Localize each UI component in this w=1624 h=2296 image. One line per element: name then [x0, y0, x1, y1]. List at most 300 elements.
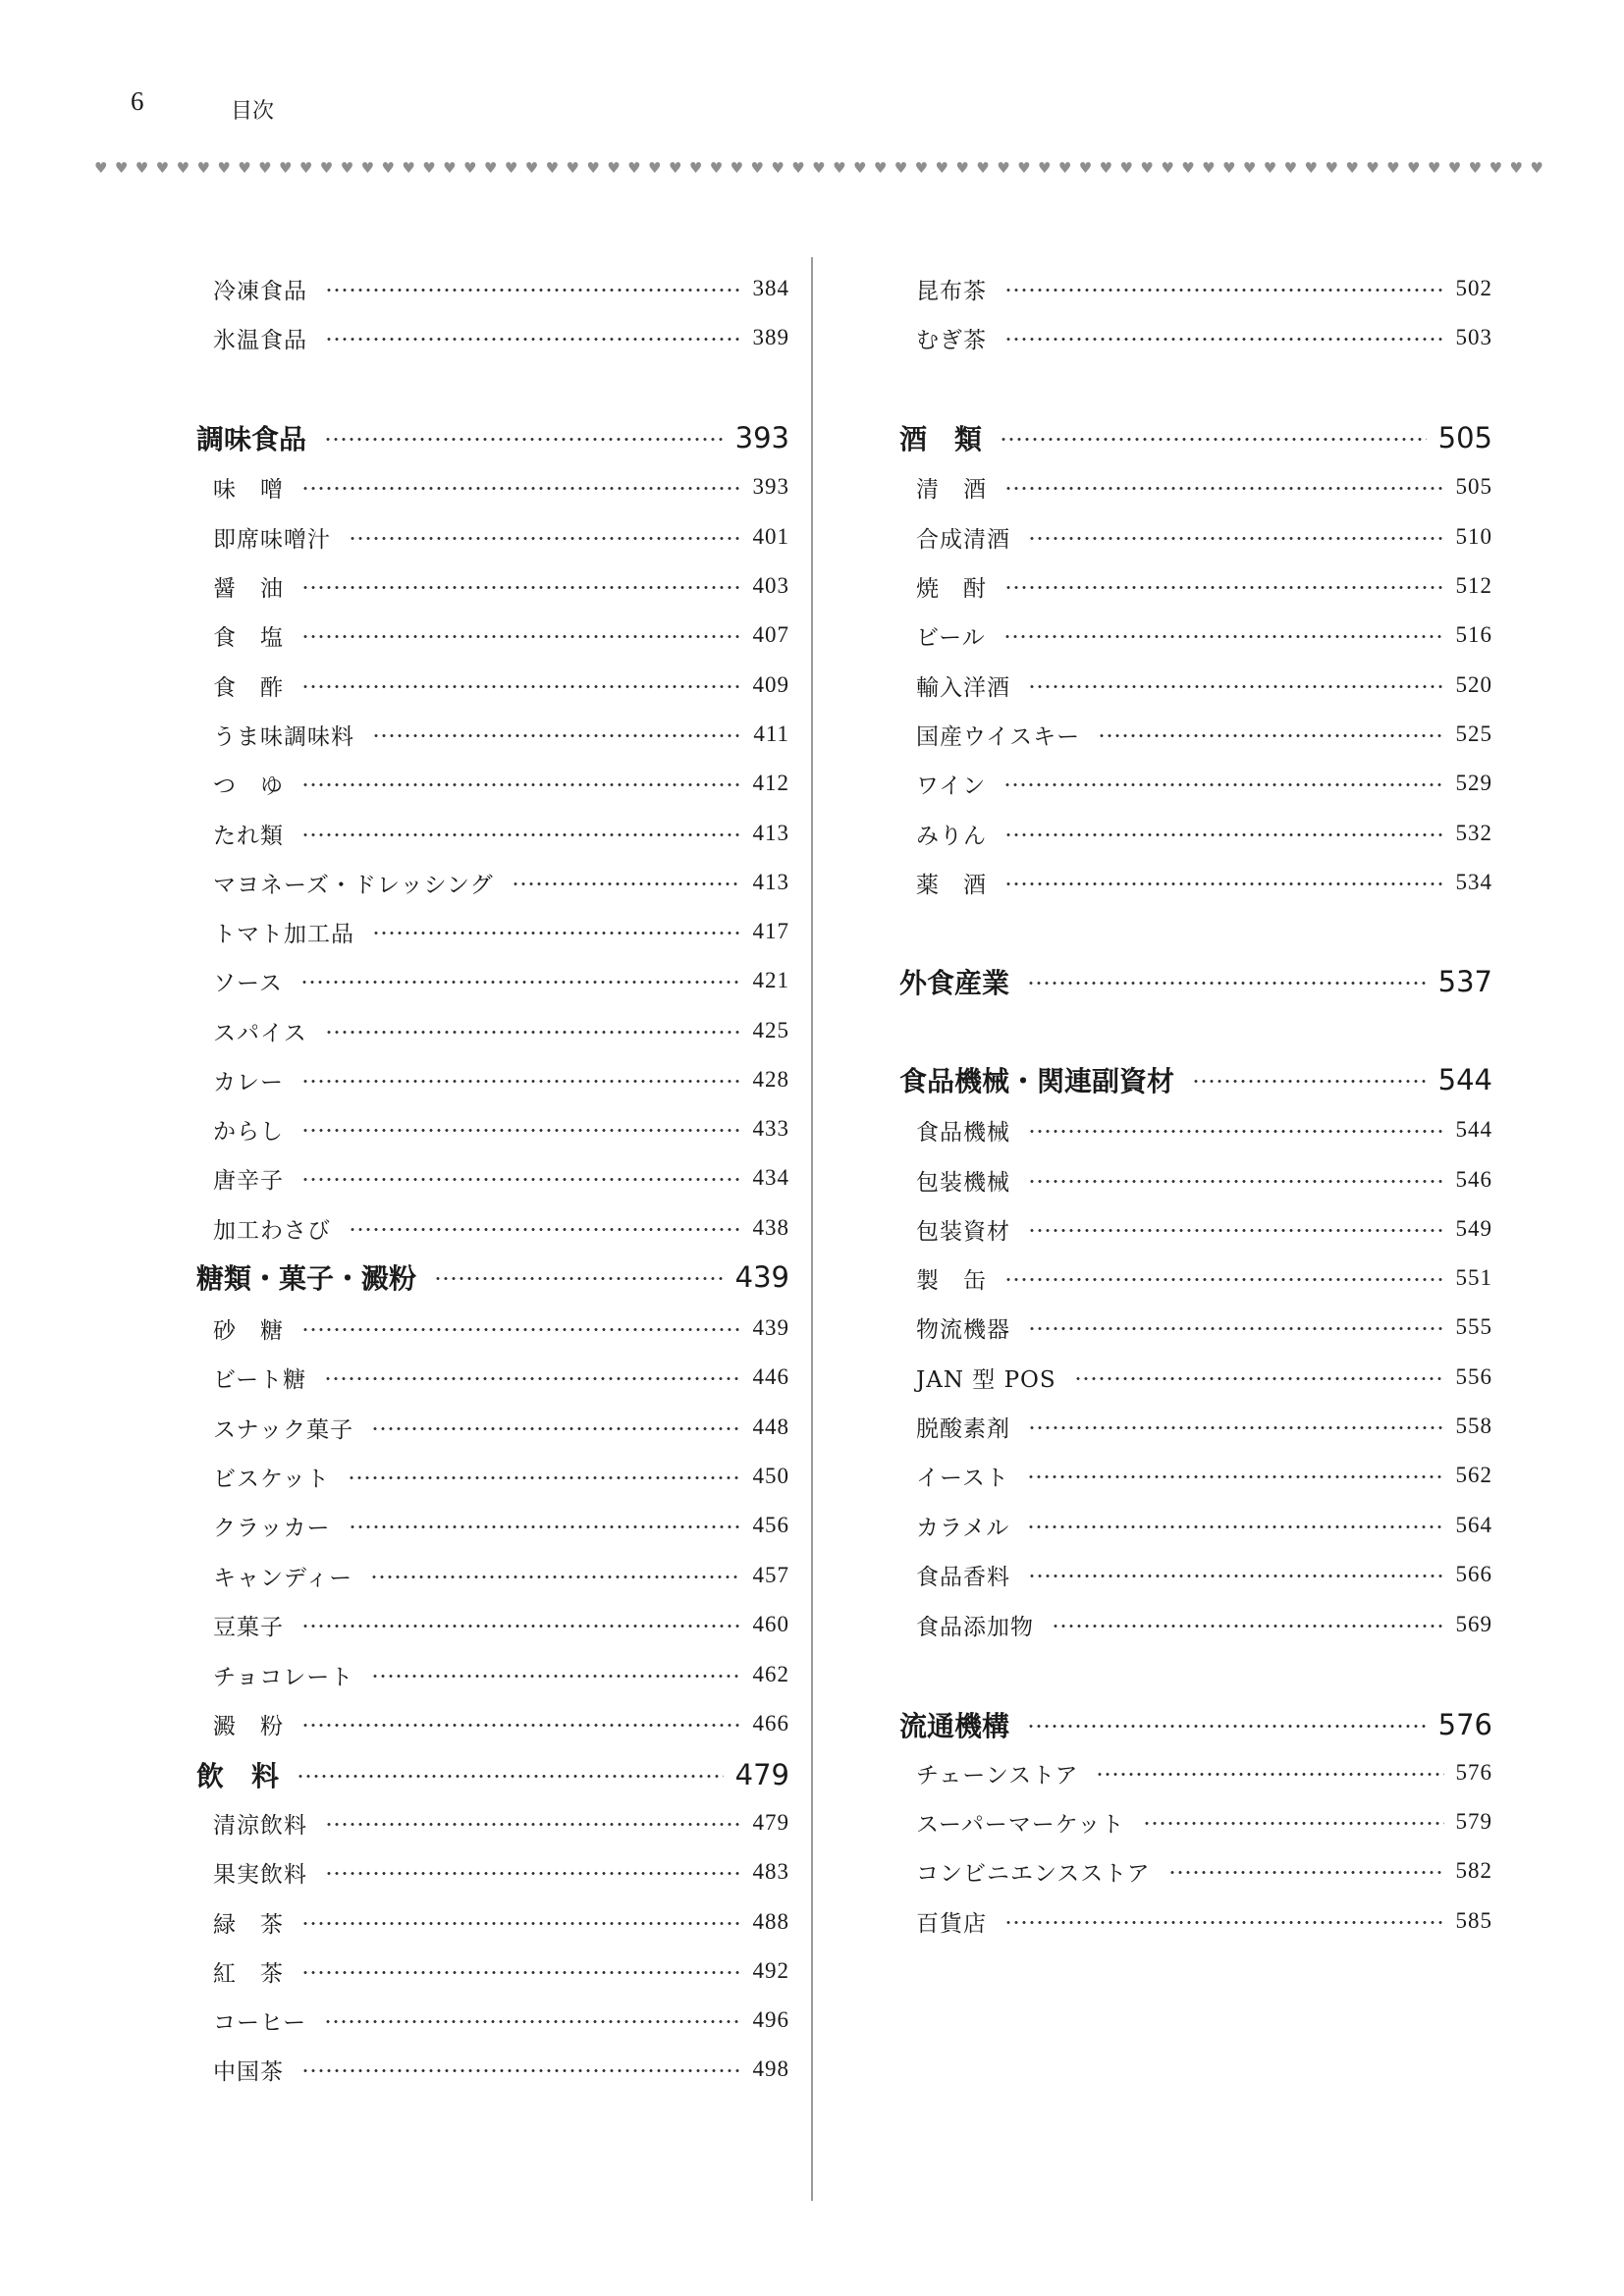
heart-ornament-icon: ♥ [1283, 159, 1298, 177]
toc-entry [916, 666, 1492, 705]
entry-title: 清涼飲料 [213, 1812, 307, 1839]
heart-ornament-icon: ♥ [1325, 159, 1338, 177]
entry-title: 清 酒 [916, 476, 987, 503]
page-ref: 446 [752, 1364, 789, 1389]
dot-leader [1168, 1871, 1444, 1874]
page-ref: 551 [1455, 1265, 1492, 1290]
heart-ornament-icon: ♥ [1407, 159, 1421, 177]
toc-entry [916, 1901, 1492, 1941]
toc-entry [213, 1457, 789, 1496]
page-ref: 579 [1455, 1809, 1492, 1834]
entry-title: からし [213, 1118, 284, 1145]
page-ref: 466 [752, 1711, 789, 1735]
page-ref: 393 [752, 474, 789, 499]
toc-entry [213, 666, 789, 705]
dot-leader [301, 833, 741, 836]
entry-title: ビスケット [213, 1466, 330, 1492]
page-ref: 413 [752, 870, 789, 894]
heart-ornament-icon: ♥ [545, 159, 560, 177]
page-ref: 428 [752, 1067, 789, 1092]
dot-leader [297, 1775, 724, 1778]
heart-ornament-icon: ♥ [176, 159, 190, 177]
entry-title: カレー [213, 1069, 284, 1095]
toc-entry [213, 715, 789, 754]
toc-entry [916, 615, 1492, 655]
toc-entry [213, 1655, 789, 1694]
heart-ornament-icon: ♥ [852, 159, 867, 177]
toc-section-heading [899, 959, 1492, 1004]
heart-ornament-icon: ♥ [504, 159, 518, 177]
heart-ornament-icon: ♥ [524, 159, 539, 177]
heart-ornament-icon: ♥ [1366, 159, 1380, 177]
entry-title: 氷温食品 [213, 327, 307, 353]
dot-leader [1004, 289, 1444, 292]
entry-title: スパイス [213, 1020, 307, 1046]
toc-entry [213, 517, 789, 557]
dot-leader [301, 1129, 741, 1132]
heart-ornament-icon: ♥ [258, 159, 272, 177]
heart-ornament-icon: ♥ [1119, 159, 1133, 177]
page-ref: 512 [1455, 573, 1492, 598]
heart-ornament-icon: ♥ [812, 159, 826, 177]
toc-entry [213, 467, 789, 507]
dot-leader [372, 734, 741, 737]
entry-title: 食品添加物 [916, 1614, 1034, 1640]
page-ref: 407 [752, 622, 789, 647]
heart-ornament-icon: ♥ [298, 159, 313, 177]
page-ref: 488 [752, 1909, 789, 1934]
toc-entry [213, 1408, 789, 1447]
heart-ornament-icon: ♥ [1386, 159, 1400, 177]
page-ref: 502 [1455, 276, 1492, 300]
toc-entry [916, 318, 1492, 357]
heart-ornament-icon: ♥ [607, 159, 621, 177]
page-ref: 505 [1455, 474, 1492, 499]
toc-entry [916, 1555, 1492, 1594]
heart-ornament-icon: ♥ [668, 159, 682, 177]
page-ref: 434 [752, 1165, 789, 1190]
toc-entry [916, 814, 1492, 853]
heart-ornament-icon: ♥ [1345, 159, 1359, 177]
entry-title: つ ゆ [213, 773, 284, 799]
dot-leader [1028, 1180, 1444, 1183]
toc-section-heading [196, 415, 789, 460]
toc-entry [213, 1506, 789, 1545]
page-ref: 403 [752, 573, 789, 598]
dot-leader [1028, 537, 1444, 540]
heart-ornament-icon: ♥ [114, 159, 129, 177]
dot-leader [301, 1971, 741, 1974]
heart-ornament-icon: ♥ [935, 159, 948, 177]
page-ref: 448 [752, 1415, 789, 1439]
entry-title: ワイン [916, 773, 987, 799]
page-number: 6 [131, 86, 144, 116]
page-ref: 412 [752, 771, 789, 795]
entry-title: 脱酸素剤 [916, 1415, 1010, 1442]
entry-title: スーパーマーケット [916, 1811, 1125, 1838]
heart-ornament-icon: ♥ [566, 159, 579, 177]
toc-entry [213, 1109, 789, 1148]
section-title: 糖類・菓子・澱粉 [196, 1262, 417, 1295]
dot-leader [372, 932, 741, 934]
heart-ornament-icon: ♥ [1078, 159, 1093, 177]
entry-title: 唐辛子 [213, 1167, 284, 1194]
heart-ornament-icon: ♥ [422, 159, 436, 177]
heart-ornament-icon: ♥ [1468, 159, 1483, 177]
heart-ornament-icon: ♥ [791, 159, 805, 177]
entry-title: 冷凍食品 [213, 278, 307, 304]
dot-leader [434, 1277, 724, 1280]
page-ref: 546 [1455, 1167, 1492, 1192]
dot-leader [301, 2069, 741, 2072]
entry-title: 食 塩 [213, 624, 284, 651]
toc-entry [213, 566, 789, 606]
dot-leader [1028, 685, 1444, 688]
page-ref: 425 [752, 1018, 789, 1042]
entry-title: 中国茶 [213, 2058, 284, 2085]
heart-ornament-icon: ♥ [381, 159, 395, 177]
toc-entry [213, 1803, 789, 1842]
heart-ornament-icon: ♥ [279, 159, 293, 177]
toc-entry [213, 1358, 789, 1397]
heart-ornament-icon: ♥ [1037, 159, 1052, 177]
entry-title: みりん [916, 823, 987, 849]
heart-ornament-icon: ♥ [217, 159, 231, 177]
dot-leader [371, 1427, 740, 1430]
entry-title: 百貨店 [916, 1910, 987, 1937]
page-ref: 384 [752, 276, 789, 300]
entry-title: 薬 酒 [916, 872, 987, 898]
entry-title: コーヒー [213, 2009, 307, 2036]
entry-title: コンビニエンスストア [916, 1860, 1151, 1887]
page-ref: 439 [734, 1260, 789, 1294]
dot-leader [301, 685, 741, 688]
dot-leader [325, 1872, 741, 1875]
entry-title: 輸入洋酒 [916, 674, 1010, 701]
running-title: 目次 [231, 99, 275, 124]
toc-section-heading [899, 1702, 1492, 1747]
page-ref: 479 [752, 1810, 789, 1835]
entry-title: 加工わさび [213, 1217, 331, 1244]
dot-leader [1004, 338, 1444, 341]
heart-ornament-icon: ♥ [402, 159, 415, 177]
heart-ornament-icon: ♥ [1447, 159, 1462, 177]
toc-entry [916, 566, 1492, 606]
dot-leader [301, 1328, 741, 1331]
heart-ornament-icon: ♥ [893, 159, 908, 177]
dot-leader [349, 537, 741, 540]
heart-ornament-icon: ♥ [196, 159, 210, 177]
page-ref: 496 [752, 2007, 789, 2032]
entry-title: うま味調味料 [213, 723, 354, 750]
toc-entry [213, 2001, 789, 2040]
toc-entry [213, 1011, 789, 1050]
heart-ornament-icon: ♥ [360, 159, 375, 177]
page-ref: 401 [752, 524, 789, 549]
toc-entry [916, 1110, 1492, 1149]
toc-entry [213, 912, 789, 951]
entry-title: ビール [916, 624, 986, 651]
toc-entry [916, 1358, 1492, 1397]
heart-ornament-icon: ♥ [750, 159, 764, 177]
dot-leader [1000, 438, 1427, 441]
toc-entry [213, 961, 789, 1000]
page-ref: 585 [1455, 1908, 1492, 1933]
heart-ornament-icon: ♥ [1221, 159, 1236, 177]
heart-ornament-icon: ♥ [1509, 159, 1523, 177]
heart-ornament-icon: ♥ [1530, 159, 1543, 177]
toc-entry [916, 467, 1492, 507]
dot-leader [325, 289, 741, 292]
entry-title: 国産ウイスキー [916, 723, 1081, 750]
page-ref: 525 [1455, 721, 1492, 746]
heart-ornament-icon: ♥ [648, 159, 662, 177]
entry-title: スナック菓子 [213, 1416, 354, 1443]
heart-ornament-icon: ♥ [627, 159, 641, 177]
toc-entry [916, 1753, 1492, 1792]
dot-leader [1028, 1426, 1444, 1429]
page-ref: 558 [1455, 1414, 1492, 1438]
page-ref: 544 [1437, 1063, 1492, 1096]
heart-ornament-icon: ♥ [155, 159, 170, 177]
entry-title: クラッカー [213, 1515, 331, 1541]
dot-leader [348, 1476, 741, 1479]
entry-title: イースト [916, 1465, 1009, 1491]
dot-leader [301, 1922, 741, 1925]
heart-ornament-icon: ♥ [833, 159, 846, 177]
dot-leader [301, 586, 741, 589]
heart-ornament-icon: ♥ [730, 159, 744, 177]
heart-ornament-icon: ♥ [586, 159, 600, 177]
page-ref: 438 [752, 1215, 789, 1240]
dot-leader [349, 1525, 741, 1528]
dot-leader [300, 981, 741, 984]
entry-title: 昆布茶 [916, 278, 987, 304]
heart-ornament-icon: ♥ [483, 159, 498, 177]
dot-leader [301, 1080, 741, 1083]
page-ref: 520 [1455, 672, 1492, 697]
dot-leader [1004, 833, 1444, 836]
heart-ornament-icon: ♥ [955, 159, 969, 177]
page-ref: 456 [752, 1513, 789, 1537]
dot-leader [324, 438, 724, 441]
page-ref: 417 [752, 919, 789, 943]
entry-title: 包装資材 [916, 1218, 1010, 1245]
dot-leader [1143, 1822, 1444, 1825]
heart-ornament-icon: ♥ [1140, 159, 1154, 177]
dot-leader [301, 635, 741, 638]
heart-ornament-icon: ♥ [443, 159, 457, 177]
toc-entry [213, 1556, 789, 1595]
page-ref: 411 [753, 721, 789, 746]
page-ref: 534 [1455, 870, 1492, 894]
section-title: 食品機械・関連副資材 [899, 1065, 1175, 1097]
page-ref: 457 [752, 1563, 789, 1587]
heart-ornament-icon: ♥ [1161, 159, 1174, 177]
toc-entry [916, 517, 1492, 557]
dot-leader [1074, 1377, 1444, 1380]
entry-title: 包装機械 [916, 1169, 1010, 1196]
heart-ornament-icon: ♥ [238, 159, 251, 177]
dot-leader [324, 1377, 740, 1380]
page-ref: 556 [1455, 1364, 1492, 1389]
page-ref: 503 [1455, 325, 1492, 349]
toc-section-heading [899, 415, 1492, 460]
heart-ornament-icon: ♥ [997, 159, 1010, 177]
entry-title: ビート糖 [213, 1366, 307, 1393]
dot-leader [1192, 1080, 1427, 1083]
toc-entry [916, 1308, 1492, 1347]
page-ref: 576 [1455, 1760, 1492, 1785]
toc-entry [213, 269, 789, 308]
heart-ornament-icon: ♥ [1427, 159, 1441, 177]
page-ref: 462 [752, 1662, 789, 1686]
heart-ornament-icon: ♥ [463, 159, 477, 177]
entry-title: キャンディー [213, 1565, 353, 1591]
page-ref: 479 [734, 1758, 789, 1791]
section-title: 流通機構 [899, 1710, 1010, 1742]
toc-entry [916, 269, 1492, 308]
heart-border [94, 159, 1543, 177]
entry-title: たれ類 [213, 823, 284, 849]
page-ref: 582 [1455, 1858, 1492, 1883]
heart-ornament-icon: ♥ [1304, 159, 1318, 177]
dot-leader [301, 487, 741, 490]
page-ref: 549 [1455, 1216, 1492, 1241]
toc-entry [916, 1456, 1492, 1495]
toc-entry [916, 764, 1492, 803]
entry-title: マヨネーズ・ドレッシング [213, 872, 494, 898]
dot-leader [1052, 1625, 1444, 1628]
entry-title: 即席味噌汁 [213, 526, 331, 553]
page-ref: 421 [752, 968, 789, 992]
dot-leader [370, 1575, 740, 1578]
heart-ornament-icon: ♥ [1242, 159, 1257, 177]
page-ref: 409 [752, 672, 789, 697]
entry-title: 味 噌 [213, 476, 284, 503]
heart-ornament-icon: ♥ [1489, 159, 1503, 177]
toc-entry [916, 1209, 1492, 1249]
dot-leader [301, 1178, 741, 1181]
entry-title: トマト加工品 [213, 921, 354, 947]
dot-leader [325, 1031, 741, 1034]
page-ref: 562 [1455, 1463, 1492, 1487]
page-ref: 492 [752, 1958, 789, 1983]
dot-leader [1004, 487, 1444, 490]
page-ref: 389 [752, 325, 789, 349]
dot-leader [301, 1625, 741, 1628]
dot-leader [1027, 1725, 1427, 1728]
dot-leader [1027, 1525, 1443, 1528]
toc-entry [213, 1060, 789, 1099]
heart-ornament-icon: ♥ [688, 159, 703, 177]
page-ref: 413 [752, 821, 789, 845]
heart-ornament-icon: ♥ [1057, 159, 1072, 177]
entry-title: 食品機械 [916, 1119, 1010, 1146]
entry-title: 果実飲料 [213, 1861, 307, 1888]
page-ref: 569 [1455, 1612, 1492, 1636]
page-ref: 555 [1455, 1314, 1492, 1339]
entry-title: 合成清酒 [916, 526, 1010, 553]
page-ref: 483 [752, 1859, 789, 1884]
dot-leader [1098, 734, 1443, 737]
page-ref: 393 [734, 421, 789, 454]
page-ref: 505 [1437, 421, 1492, 454]
page-ref: 532 [1455, 821, 1492, 845]
dot-leader [1003, 783, 1443, 786]
heart-ornament-icon: ♥ [873, 159, 888, 177]
section-title: 外食産業 [899, 967, 1010, 999]
entry-title: 製 缶 [916, 1267, 987, 1294]
entry-title: JAN 型 POS [916, 1366, 1056, 1393]
dot-leader [1027, 1475, 1444, 1478]
dot-leader [1028, 1130, 1444, 1133]
entry-title: 澱 粉 [213, 1713, 284, 1739]
toc-entry [213, 1605, 789, 1644]
heart-ornament-icon: ♥ [1099, 159, 1113, 177]
page-ref: 439 [752, 1315, 789, 1340]
dot-leader [1027, 982, 1427, 985]
page-ref: 566 [1455, 1562, 1492, 1586]
page-ref: 450 [752, 1464, 789, 1488]
toc-entry [213, 1902, 789, 1942]
section-title: 飲 料 [196, 1760, 280, 1792]
toc-entry [916, 1851, 1492, 1891]
dot-leader [1028, 1229, 1444, 1232]
dot-leader [1004, 1921, 1444, 1924]
entry-title: 食 酢 [213, 674, 284, 701]
entry-title: 焼 酎 [916, 575, 987, 602]
toc-entry [213, 1308, 789, 1348]
entry-title: 緑 茶 [213, 1911, 284, 1938]
heart-ornament-icon: ♥ [94, 159, 108, 177]
dot-leader [325, 338, 741, 341]
dot-leader [325, 1823, 741, 1826]
page-ref: 576 [1437, 1708, 1492, 1741]
heart-ornament-icon: ♥ [1202, 159, 1216, 177]
toc-entry [213, 1852, 789, 1892]
dot-leader [349, 1228, 741, 1231]
toc-entry [213, 1208, 789, 1248]
page-ref: 564 [1455, 1513, 1492, 1537]
entry-title: カラメル [916, 1515, 1010, 1541]
dot-leader [1004, 1278, 1444, 1281]
section-title: 酒 類 [899, 423, 983, 455]
column-divider [811, 257, 813, 2201]
page-ref: 510 [1455, 524, 1492, 549]
toc-entry [213, 1158, 789, 1198]
dot-leader [1004, 586, 1444, 589]
entry-title: 紅 茶 [213, 1960, 284, 1987]
heart-ornament-icon: ♥ [135, 159, 149, 177]
toc-entry [213, 1704, 789, 1743]
page-ref: 498 [752, 2056, 789, 2081]
dot-leader [324, 2020, 740, 2023]
toc-entry [213, 1951, 789, 1991]
dot-leader [1003, 635, 1444, 638]
toc-section-heading [196, 1255, 789, 1300]
entry-title: 砂 糖 [213, 1317, 284, 1344]
page-ref: 516 [1455, 622, 1492, 647]
dot-leader [371, 1675, 740, 1678]
heart-ornament-icon: ♥ [1263, 159, 1277, 177]
page-ref: 529 [1455, 771, 1492, 795]
entry-title: 豆菓子 [213, 1614, 284, 1640]
section-title: 調味食品 [196, 423, 307, 455]
page-ref: 460 [752, 1612, 789, 1636]
toc-entry [916, 1160, 1492, 1200]
toc-entry [916, 715, 1492, 754]
